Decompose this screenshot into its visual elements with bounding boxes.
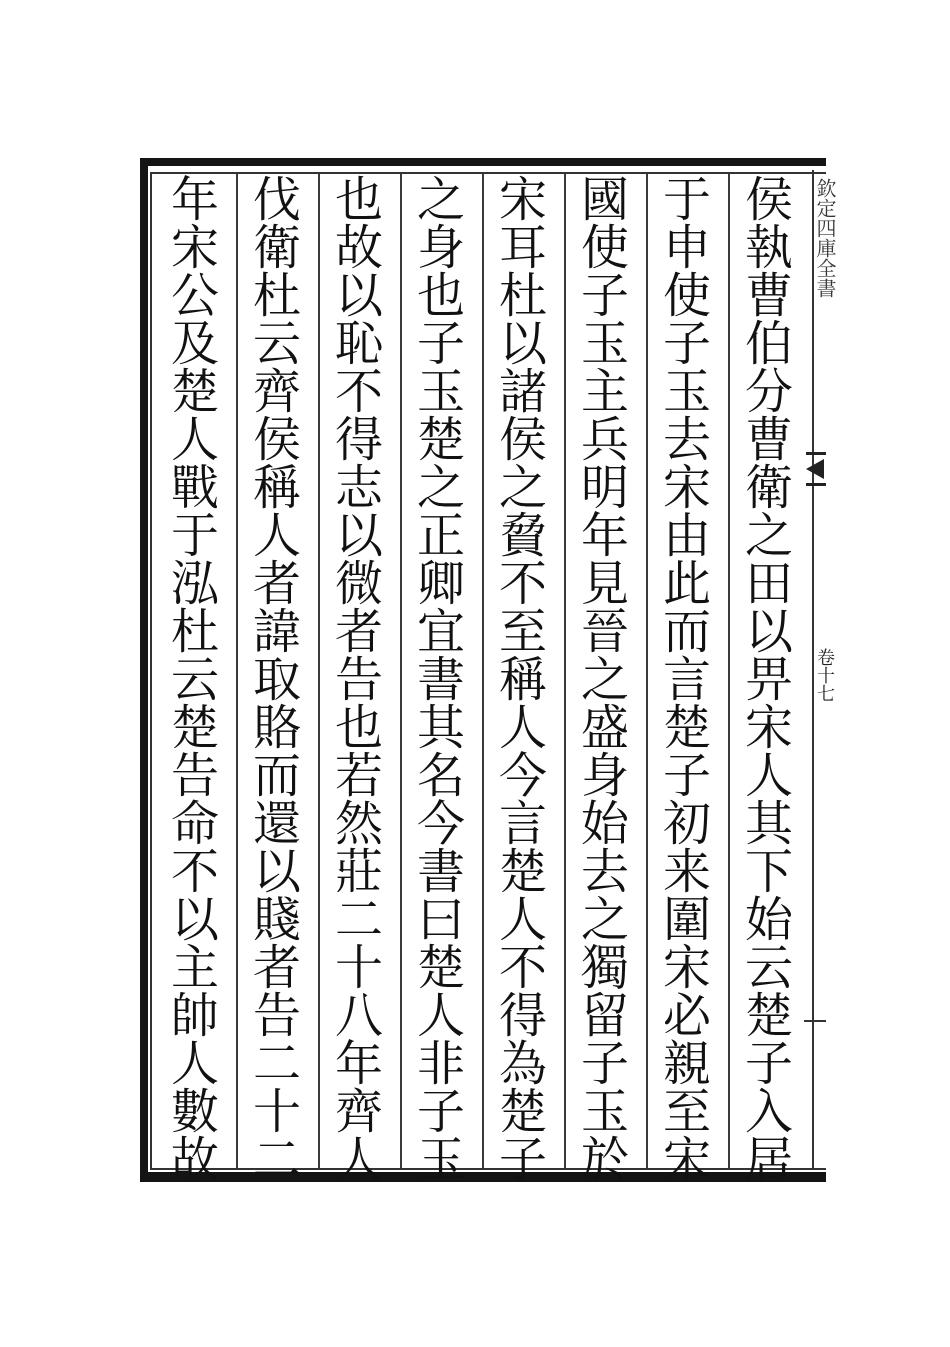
- glyph: 主: [170, 940, 219, 996]
- glyph: 来: [662, 844, 711, 900]
- glyph: 之: [580, 892, 629, 948]
- glyph: 書: [416, 844, 465, 900]
- glyph: 以: [334, 508, 383, 564]
- glyph: 以: [744, 604, 793, 660]
- glyph: 以: [334, 268, 383, 324]
- glyph: 而: [662, 604, 711, 660]
- glyph: 以: [252, 844, 301, 900]
- glyph: 宋: [662, 1132, 711, 1188]
- glyph: 二: [252, 1036, 301, 1092]
- glyph: 微: [334, 556, 383, 612]
- glyph: 言: [498, 796, 547, 852]
- glyph: 者: [252, 556, 301, 612]
- glyph: 留: [580, 988, 629, 1044]
- glyph: 至: [662, 1084, 711, 1140]
- glyph: 人: [744, 748, 793, 804]
- glyph: 志: [334, 460, 383, 516]
- glyph: 此: [662, 556, 711, 612]
- glyph: 宜: [416, 604, 465, 660]
- glyph: 齊: [252, 364, 301, 420]
- glyph: 身: [416, 220, 465, 276]
- glyph: 者: [252, 940, 301, 996]
- glyph: 及: [170, 316, 219, 372]
- glyph: 主: [580, 364, 629, 420]
- glyph: 告: [170, 748, 219, 804]
- glyph: 稱: [498, 652, 547, 708]
- glyph: 以: [498, 316, 547, 372]
- glyph: 云: [170, 652, 219, 708]
- glyph: 由: [662, 508, 711, 564]
- glyph: 不: [170, 844, 219, 900]
- glyph: 於: [580, 1132, 629, 1188]
- glyph: 圍: [662, 892, 711, 948]
- glyph: 玉: [416, 1132, 465, 1188]
- glyph: 告: [252, 988, 301, 1044]
- glyph: 玉: [580, 1084, 629, 1140]
- glyph: 不: [498, 556, 547, 612]
- glyph: 于: [662, 172, 711, 228]
- glyph: 子: [416, 1084, 465, 1140]
- text-column-5: [402, 172, 480, 1188]
- glyph: 也: [334, 700, 383, 756]
- glyph: 伐: [252, 172, 301, 228]
- glyph: 故: [334, 220, 383, 276]
- glyph: 恥: [334, 316, 383, 372]
- glyph: 諱: [252, 604, 301, 660]
- glyph: 還: [252, 796, 301, 852]
- glyph: 兵: [580, 412, 629, 468]
- glyph: 人: [498, 892, 547, 948]
- glyph: 初: [662, 796, 711, 852]
- glyph: 也: [416, 268, 465, 324]
- column-rule: [400, 174, 402, 1168]
- glyph: 曰: [416, 892, 465, 948]
- glyph: 盛: [580, 700, 629, 756]
- glyph: 䝱: [498, 508, 547, 564]
- glyph: 親: [662, 1036, 711, 1092]
- glyph: 人: [170, 1036, 219, 1092]
- glyph: 宋: [170, 220, 219, 276]
- glyph: 帥: [170, 988, 219, 1044]
- glyph: 云: [252, 316, 301, 372]
- glyph: 今: [416, 796, 465, 852]
- glyph: 年: [580, 508, 629, 564]
- glyph: 不: [334, 364, 383, 420]
- glyph: 云: [744, 940, 793, 996]
- glyph: 身: [580, 748, 629, 804]
- glyph: 下: [744, 844, 793, 900]
- glyph: 居: [744, 1132, 793, 1188]
- glyph: 不: [498, 940, 547, 996]
- glyph: 言: [662, 652, 711, 708]
- glyph: 子: [498, 1132, 547, 1188]
- glyph: 玉: [580, 316, 629, 372]
- glyph: 之: [498, 460, 547, 516]
- column-rule: [318, 174, 320, 1168]
- glyph: 入: [744, 1084, 793, 1140]
- glyph: 執: [744, 220, 793, 276]
- glyph: 見: [580, 556, 629, 612]
- glyph: 國: [580, 172, 629, 228]
- glyph: 子: [580, 268, 629, 324]
- glyph: 田: [744, 556, 793, 612]
- glyph: 晉: [580, 604, 629, 660]
- glyph: 杜: [252, 268, 301, 324]
- volume-label: 卷十七: [814, 648, 835, 702]
- glyph: 玉: [662, 364, 711, 420]
- glyph: 莊: [334, 844, 383, 900]
- glyph: 得: [498, 988, 547, 1044]
- text-column-7: [238, 172, 316, 1188]
- glyph: 人: [252, 508, 301, 564]
- glyph: 杜: [498, 268, 547, 324]
- glyph: 之: [416, 172, 465, 228]
- fishtail-mark-icon: [806, 452, 826, 486]
- glyph: 玉: [416, 364, 465, 420]
- glyph: 而: [252, 748, 301, 804]
- glyph: 故: [170, 1132, 219, 1188]
- glyph: 楚: [170, 364, 219, 420]
- glyph: 人: [498, 700, 547, 756]
- glyph: 書: [416, 652, 465, 708]
- glyph: 至: [498, 604, 547, 660]
- glyph: 必: [662, 988, 711, 1044]
- glyph: 為: [498, 1036, 547, 1092]
- glyph: 明: [580, 460, 629, 516]
- glyph: 之: [744, 508, 793, 564]
- glyph: 其: [416, 700, 465, 756]
- glyph: 八: [334, 988, 383, 1044]
- glyph: 命: [170, 796, 219, 852]
- glyph: 子: [662, 748, 711, 804]
- glyph: 衛: [252, 220, 301, 276]
- column-rule: [236, 174, 238, 1168]
- glyph: 獨: [580, 940, 629, 996]
- column-rule: [728, 174, 730, 1168]
- glyph: 楚: [744, 988, 793, 1044]
- glyph: 侯: [744, 172, 793, 228]
- text-column-8: [156, 172, 234, 1188]
- margin-header: 欽定四庫全書: [813, 178, 837, 298]
- glyph: 衛: [744, 460, 793, 516]
- glyph: 公: [170, 268, 219, 324]
- glyph: 始: [580, 796, 629, 852]
- glyph: 楚: [416, 412, 465, 468]
- glyph: 子: [416, 316, 465, 372]
- glyph: 今: [498, 748, 547, 804]
- glyph: 侯: [498, 412, 547, 468]
- glyph: 曹: [744, 412, 793, 468]
- glyph: 侯: [252, 412, 301, 468]
- text-column-2: [648, 172, 726, 1188]
- glyph: 楚: [498, 844, 547, 900]
- glyph: 曹: [744, 268, 793, 324]
- glyph: 賂: [252, 700, 301, 756]
- glyph: 去: [580, 844, 629, 900]
- glyph: 于: [170, 508, 219, 564]
- glyph: 齊: [334, 1084, 383, 1140]
- glyph: 者: [334, 604, 383, 660]
- column-rule: [646, 174, 648, 1168]
- glyph: 諸: [498, 364, 547, 420]
- glyph: 伯: [744, 316, 793, 372]
- text-column-3: [566, 172, 644, 1188]
- glyph: 非: [416, 1036, 465, 1092]
- glyph: 子: [580, 1036, 629, 1092]
- glyph: 人: [334, 1132, 383, 1188]
- glyph: 宋: [498, 172, 547, 228]
- column-rule: [482, 174, 484, 1168]
- glyph: 杜: [170, 604, 219, 660]
- glyph: 子: [744, 1036, 793, 1092]
- glyph: 去: [662, 412, 711, 468]
- glyph: 十: [252, 1084, 301, 1140]
- text-column-6: [320, 172, 398, 1188]
- glyph: 若: [334, 748, 383, 804]
- glyph: 年: [334, 1036, 383, 1092]
- glyph: 耳: [498, 220, 547, 276]
- glyph: 正: [416, 508, 465, 564]
- glyph: 人: [416, 988, 465, 1044]
- glyph: 使: [580, 220, 629, 276]
- glyph: 分: [744, 364, 793, 420]
- glyph: 畀: [744, 652, 793, 708]
- glyph: 取: [252, 652, 301, 708]
- glyph: 賤: [252, 892, 301, 948]
- glyph: 楚: [498, 1084, 547, 1140]
- glyph: 始: [744, 892, 793, 948]
- glyph: 申: [662, 220, 711, 276]
- glyph: 使: [662, 268, 711, 324]
- glyph: 年: [170, 172, 219, 228]
- glyph: 戰: [170, 460, 219, 516]
- glyph: 以: [170, 892, 219, 948]
- glyph: 數: [170, 1084, 219, 1140]
- glyph: 名: [416, 748, 465, 804]
- glyph: 得: [334, 412, 383, 468]
- glyph: 稱: [252, 460, 301, 516]
- glyph: 宋: [662, 940, 711, 996]
- glyph: 之: [416, 460, 465, 516]
- glyph: 二: [334, 892, 383, 948]
- glyph: 也: [334, 172, 383, 228]
- column-rule: [564, 174, 566, 1168]
- glyph: 其: [744, 796, 793, 852]
- text-column-4: [484, 172, 562, 1188]
- glyph: 然: [334, 796, 383, 852]
- glyph: 楚: [170, 700, 219, 756]
- glyph: 二: [252, 1132, 301, 1188]
- glyph: 楚: [662, 700, 711, 756]
- glyph: 人: [170, 412, 219, 468]
- glyph: 泓: [170, 556, 219, 612]
- glyph: 宋: [662, 460, 711, 516]
- glyph: 卿: [416, 556, 465, 612]
- glyph: 子: [662, 316, 711, 372]
- glyph: 十: [334, 940, 383, 996]
- glyph: 楚: [416, 940, 465, 996]
- glyph: 宋: [744, 700, 793, 756]
- glyph: 告: [334, 652, 383, 708]
- glyph: 之: [580, 652, 629, 708]
- text-column-1: [730, 172, 808, 1188]
